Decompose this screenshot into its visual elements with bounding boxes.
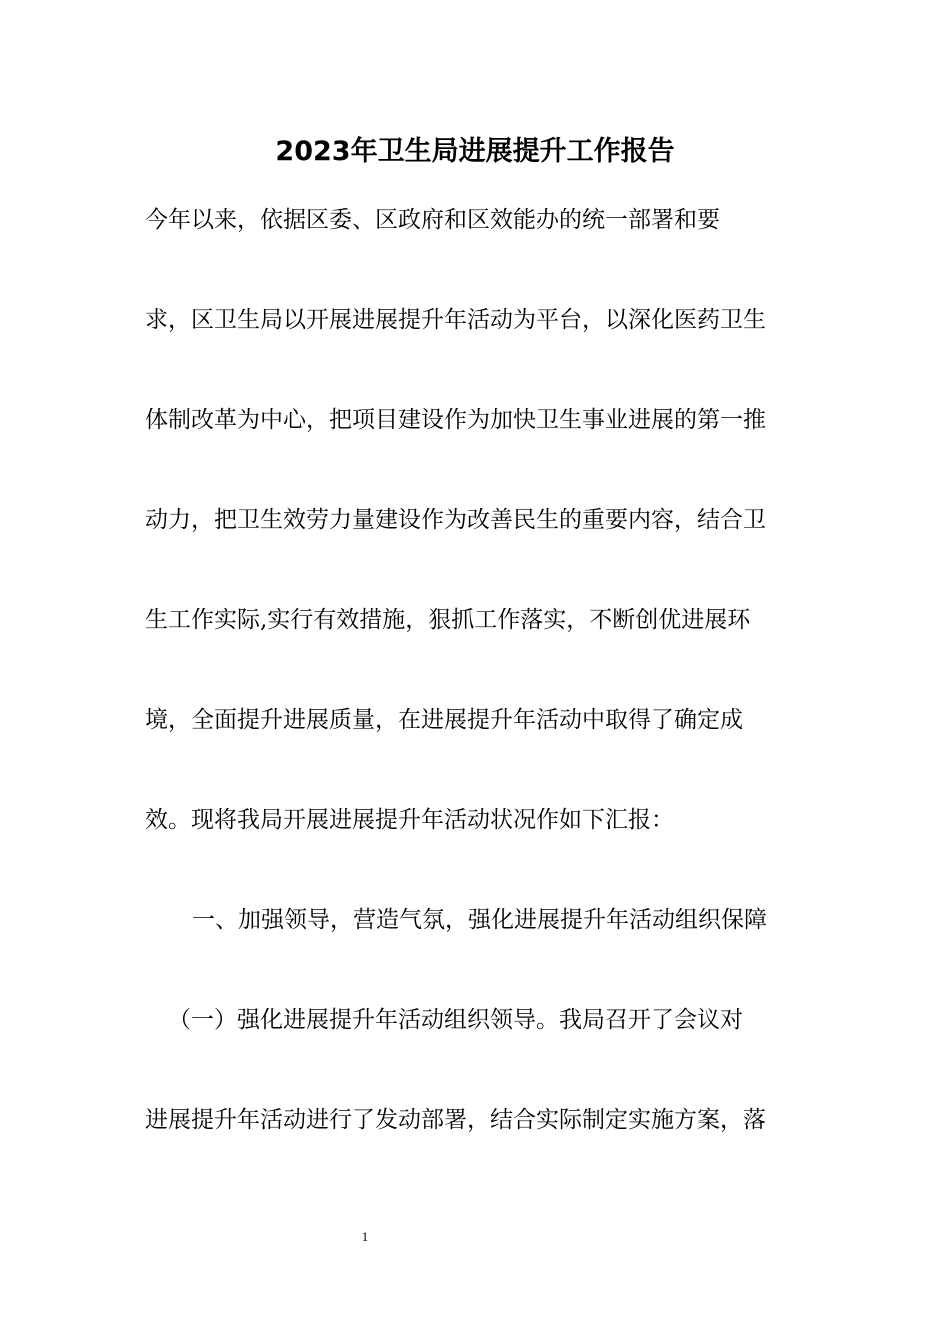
paragraph-line: 今年以来，依据区委、区政府和区效能办的统一部署和要 [145, 207, 720, 233]
paragraph-line: 体制改革为中心，把项目建设作为加快卫生事业进展的第一推 [145, 407, 766, 433]
paragraph-line: 求，区卫生局以开展进展提升年活动为平台，以深化医药卫生 [145, 307, 766, 333]
paragraph-line: 境，全面提升进展质量，在进展提升年活动中取得了确定成 [145, 707, 743, 733]
paragraph-line: 生工作实际,实行有效措施，狠抓工作落实，不断创优进展环 [145, 607, 751, 633]
subsection-line: （一）强化进展提升年活动组织领导。我局召开了会议对 [168, 1007, 743, 1033]
paragraph-line: 效。现将我局开展进展提升年活动状况作如下汇报： [145, 807, 674, 833]
paragraph-line: 动力，把卫生效劳力量建设作为改善民生的重要内容，结合卫 [145, 507, 766, 533]
document-title: 2023年卫生局进展提升工作报告 [275, 136, 675, 167]
section-heading: 一、加强领导，营造气氛，强化进展提升年活动组织保障 [192, 907, 767, 933]
paragraph-line: 进展提升年活动进行了发动部署，结合实际制定实施方案，落 [145, 1107, 766, 1133]
page-number: 1 [361, 1229, 369, 1244]
